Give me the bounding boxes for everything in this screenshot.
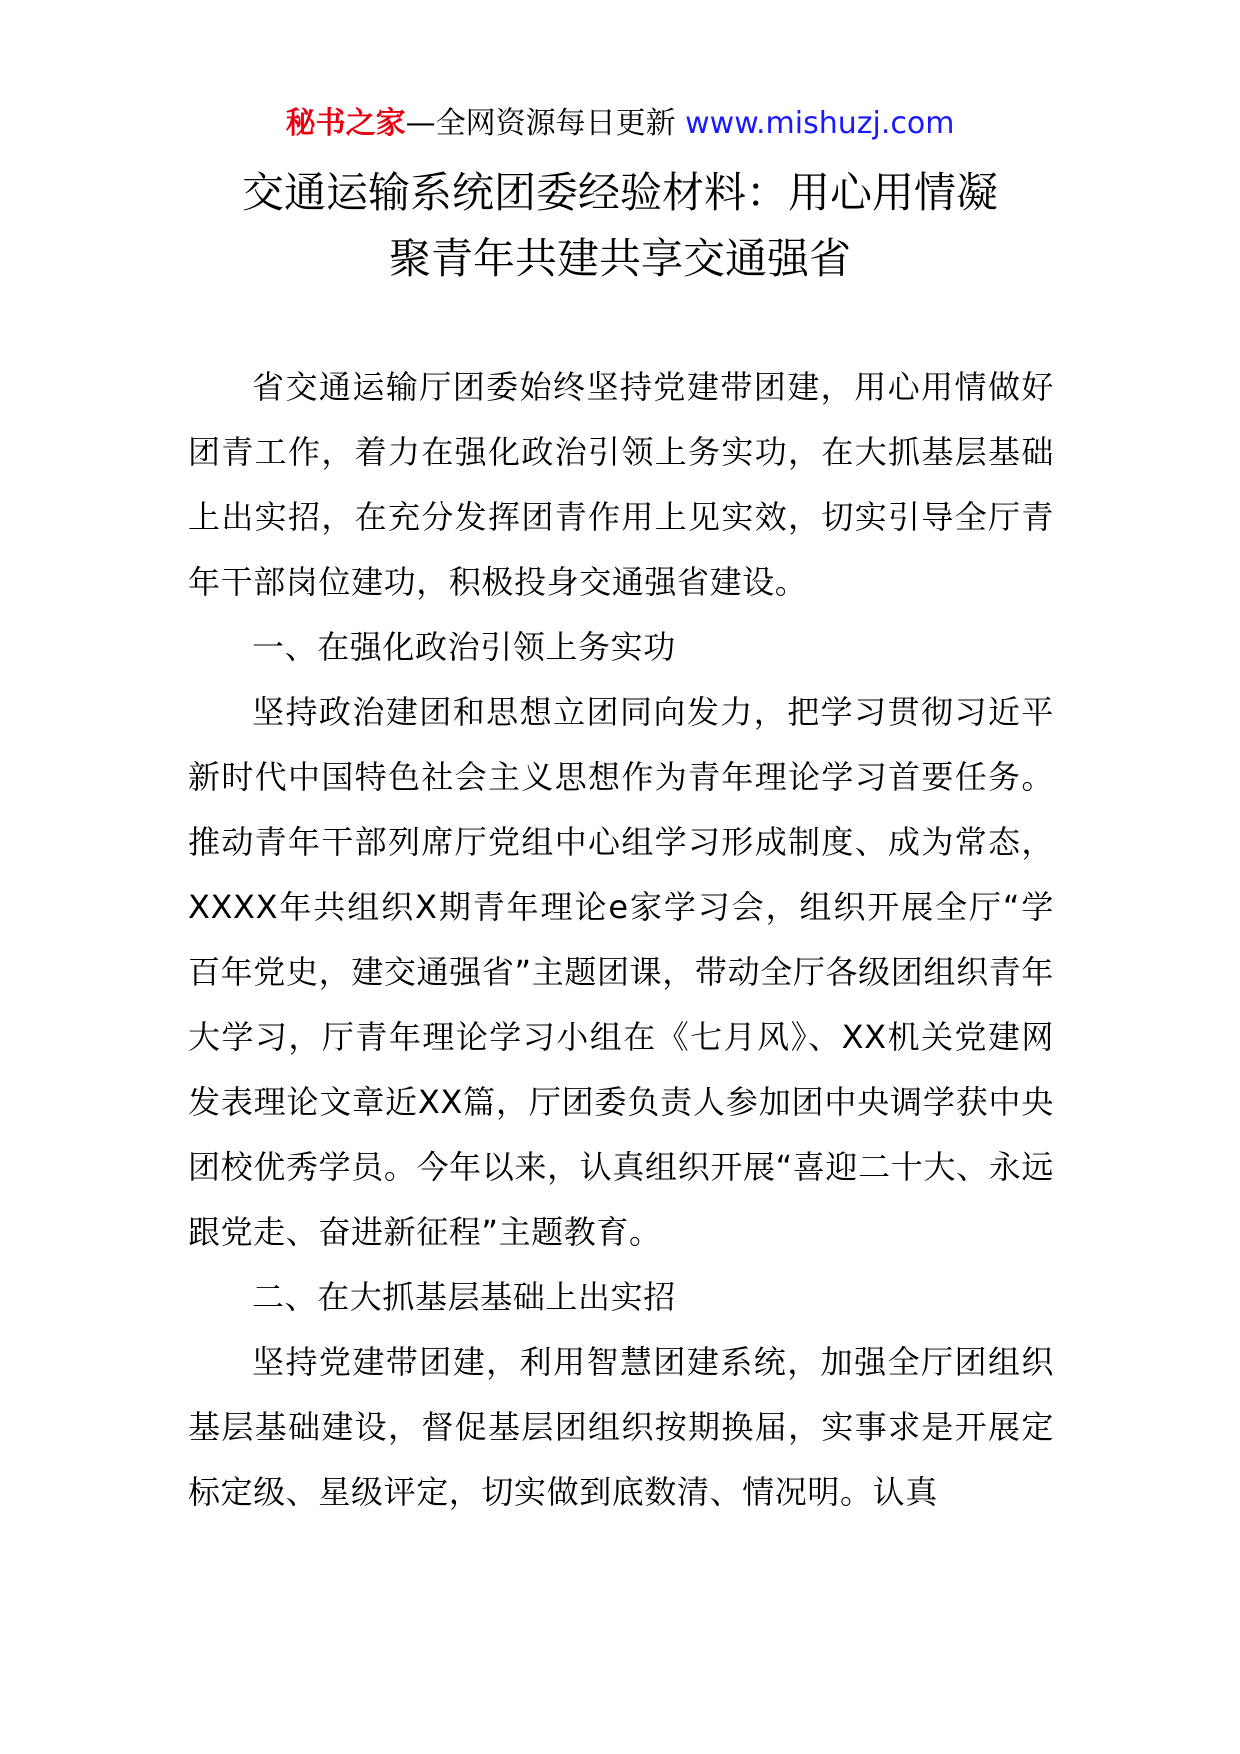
site-tagline: —全网资源每日更新 — [405, 106, 676, 141]
section-1-heading: 一、在强化政治引领上务实功 — [252, 628, 676, 666]
section-2-paragraph: 坚持党建带团建，利用智慧团建系统，加强全厅团组织基层基础建设，督促基层团组织按期换届，实事求是开展定标定级、星级评定，切实做到底数清、情况明。认真 — [188, 1343, 1054, 1511]
section-1-paragraph: 坚持政治建团和思想立团同向发力，把学习贯彻习近平新时代中国特色社会主义思想作为青年理论学习首要任务。推动青年干部列席厅党组中心组学习形成制度、成为常态，XXXX年共组织X期青年理论e家学习会，组织开展全厅“学百年党史，建交通强省”主题团课，带动全厅各级团组织青年大学习，厅青年理论学习小组在《七月风》、XX机关党建网发表理论文章近XX篇，厅团委负责人参加团中央调学获中央团校优秀学员。今年以来，认真组织开展“喜迎二十大、永远跟党走、奋进新征程”主题教育。 — [188, 693, 1054, 1251]
title-line-1: 交通运输系统团委经验材料：用心用情凝 — [241, 168, 998, 217]
document-title — [160, 160, 1080, 292]
site-header — [0, 98, 1240, 150]
document-body — [188, 355, 1054, 1525]
site-url-link[interactable]: www.mishuzj.com — [685, 106, 955, 141]
section-2-heading: 二、在大抓基层基础上出实招 — [252, 1278, 676, 1316]
title-line-2: 聚青年共建共享交通强省 — [388, 234, 851, 283]
intro-paragraph: 省交通运输厅团委始终坚持党建带团建，用心用情做好团青工作，着力在强化政治引领上务实功，在大抓基层基础上出实招，在充分发挥团青作用上见实效，切实引导全厅青年干部岗位建功，积极投身交通强省建设。 — [188, 368, 1054, 601]
site-brand: 秘书之家 — [285, 106, 406, 141]
